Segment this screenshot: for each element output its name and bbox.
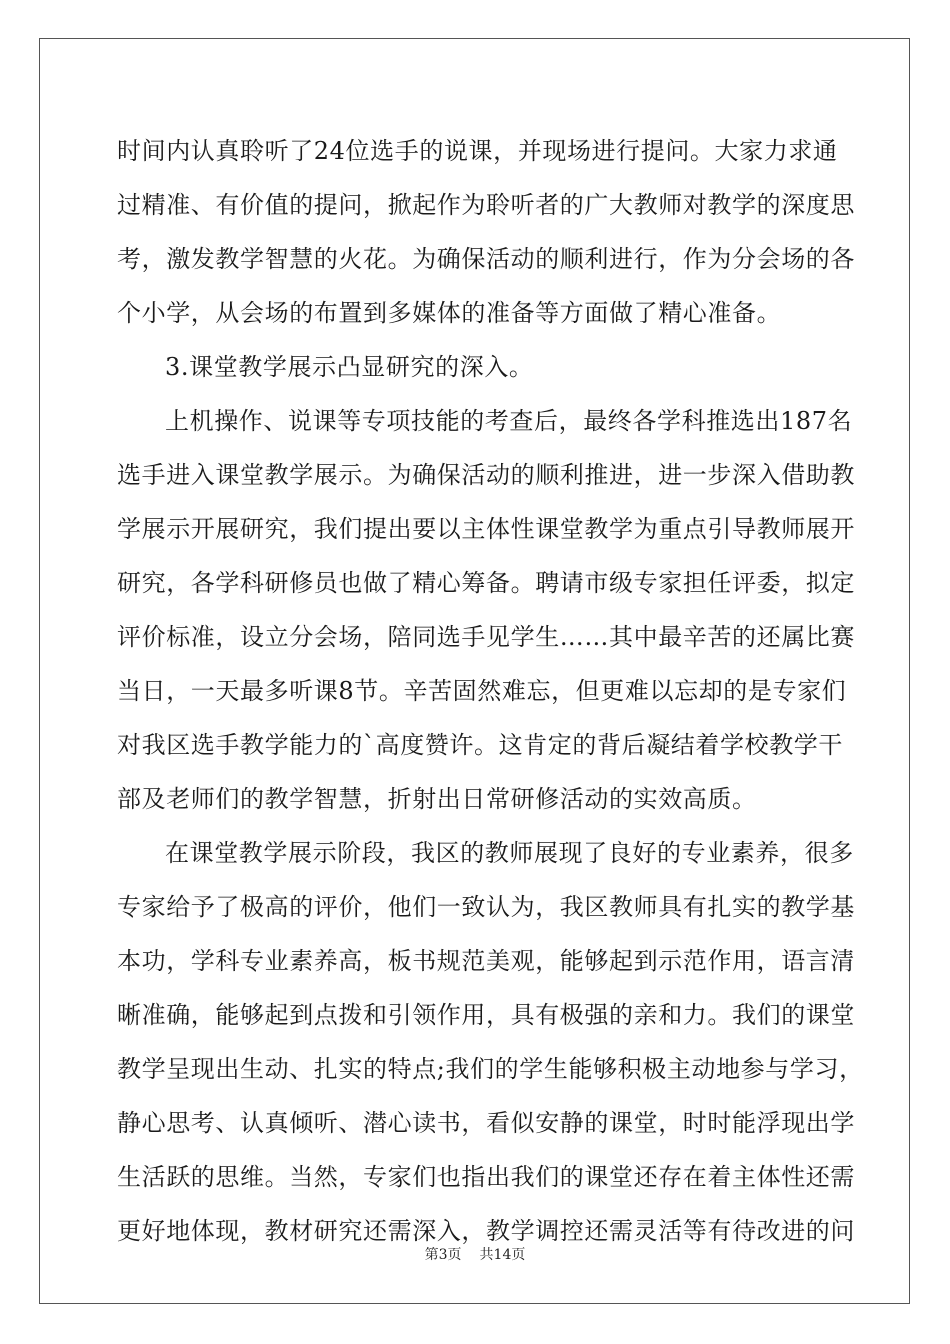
text-line: 静心思考、认真倾听、潜心读书，看似安静的课堂，时时能浮现出学 [117,1109,855,1137]
text-line: 上机操作、说课等专项技能的考查后，最终各学科推选出187名 [165,407,853,435]
text-line: 教学呈现出生动、扎实的特点;我们的学生能够积极主动地参与学习， [117,1055,864,1083]
text-line: 更好地体现，教材研究还需深入，教学调控还需灵活等有待改进的问 [117,1217,855,1245]
section-heading: 3.课堂教学展示凸显研究的深入。 [165,353,534,381]
text-line: 时间内认真聆听了24位选手的说课，并现场进行提问。大家力求通 [117,137,838,165]
text-line: 部及老师们的教学智慧，折射出日常研修活动的实效高质。 [117,785,757,813]
text-line: 选手进入课堂教学展示。为确保活动的顺利推进，进一步深入借助教 [117,461,855,489]
text-line: 考，激发教学智慧的火花。为确保活动的顺利进行，作为分会场的各 [117,245,855,273]
text-line: 过精准、有价值的提问，掀起作为聆听者的广大教师对教学的深度思 [117,191,855,219]
text-line: 学展示开展研究，我们提出要以主体性课堂教学为重点引导教师展开 [117,515,855,543]
page-number: 第3页 [424,1247,462,1263]
text-line: 个小学，从会场的布置到多媒体的准备等方面做了精心准备。 [117,299,782,327]
text-line: 晰准确，能够起到点拨和引领作用，具有极强的亲和力。我们的课堂 [117,1001,855,1029]
text-line: 研究，各学科研修员也做了精心筹备。聘请市级专家担任评委，拟定 [117,569,855,597]
page-footer [0,1245,950,1265]
text-line: 生活跃的思维。当然，专家们也指出我们的课堂还存在着主体性还需 [117,1163,855,1191]
document-body [117,124,864,1258]
text-line: 对我区选手教学能力的`高度赞许。这肯定的背后凝结着学校教学干 [117,731,843,759]
text-line: 在课堂教学展示阶段，我区的教师展现了良好的专业素养，很多 [165,839,854,867]
page-total: 共14页 [479,1247,526,1263]
text-line: 专家给予了极高的评价，他们一致认为，我区教师具有扎实的教学基 [117,893,855,921]
text-line: 评价标准，设立分会场，陪同选手见学生……其中最辛苦的还属比赛 [117,623,855,651]
text-line: 当日，一天最多听课8节。辛苦固然难忘，但更难以忘却的是专家们 [117,677,847,705]
text-line: 本功，学科专业素养高，板书规范美观，能够起到示范作用，语言清 [117,947,855,975]
